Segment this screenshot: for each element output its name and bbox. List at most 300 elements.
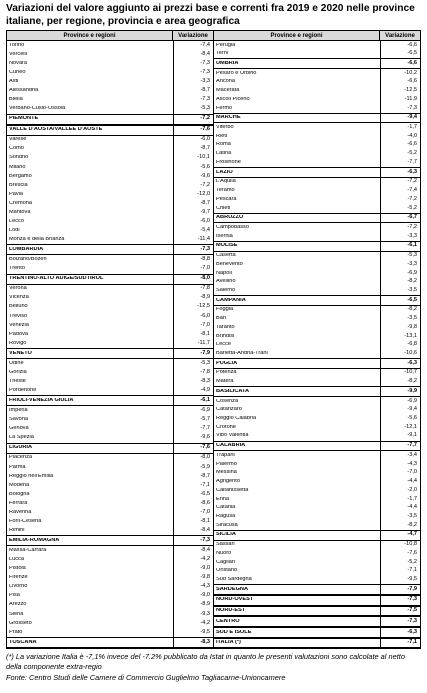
row-value: -5,9 xyxy=(173,463,213,472)
table-row-total xyxy=(7,244,213,255)
row-value: -4,2 xyxy=(173,555,213,564)
row-value: -6,5 xyxy=(380,296,420,305)
row-value: -5,2 xyxy=(380,558,420,567)
row-name: Crotone xyxy=(216,424,236,430)
table-row xyxy=(7,565,213,574)
row-name: PUGLIA xyxy=(216,360,238,366)
row-name: TOSCANA xyxy=(9,639,37,645)
row-value: -3,5 xyxy=(380,315,420,324)
row-value: -6,6 xyxy=(380,59,420,68)
row-value: -9,5 xyxy=(380,575,420,584)
table-row xyxy=(214,323,420,332)
row-value: -11,7 xyxy=(173,339,213,348)
row-name: Lucca xyxy=(9,557,24,563)
table-row xyxy=(7,583,213,592)
row-name: Avellino xyxy=(216,279,236,285)
row-name: FRIULI-VENEZIA GIULIA xyxy=(9,398,74,404)
row-value: -8,8 xyxy=(173,255,213,264)
table-row xyxy=(7,312,213,321)
row-name: Teramo xyxy=(216,188,235,194)
row-value: -6,9 xyxy=(380,269,420,278)
table-row xyxy=(214,512,420,521)
row-name: Firenze xyxy=(9,575,28,581)
table-row-total xyxy=(7,535,213,546)
table-row-total xyxy=(214,584,420,595)
row-name: Messina xyxy=(216,470,237,476)
row-value: -1,7 xyxy=(380,495,420,504)
row-value: -6,5 xyxy=(380,50,420,59)
table-row xyxy=(214,260,420,269)
table-row xyxy=(214,575,420,584)
table-row xyxy=(214,567,420,576)
table-row xyxy=(214,349,420,358)
row-value: -7,3 xyxy=(380,596,420,605)
row-name: Chieti xyxy=(216,205,231,211)
table-row xyxy=(7,359,213,368)
row-name: Verona xyxy=(9,286,27,292)
row-name: LOMBARDIA xyxy=(9,247,44,253)
row-name: Venezia xyxy=(9,322,29,328)
row-name: Bergamo xyxy=(9,173,32,179)
row-value: -9,4 xyxy=(380,114,420,123)
table-row xyxy=(7,499,213,508)
table-row-total xyxy=(214,241,420,252)
row-value: -8,4 xyxy=(173,50,213,59)
row-value: -7,3 xyxy=(173,536,213,545)
table-row xyxy=(214,406,420,415)
row-value: -5,2 xyxy=(380,150,420,159)
row-name: Grosseto xyxy=(9,620,32,626)
table-row xyxy=(214,332,420,341)
row-value: -10,1 xyxy=(173,154,213,163)
table-row xyxy=(7,574,213,583)
row-value: -5,6 xyxy=(380,414,420,423)
row-name: Terni xyxy=(216,51,229,57)
row-name: Livorno xyxy=(9,584,28,590)
table-row xyxy=(214,549,420,558)
row-value: -7,2 xyxy=(380,223,420,232)
table-row xyxy=(7,517,213,526)
header-name: Province e regioni xyxy=(270,32,323,39)
row-name: Brescia xyxy=(9,182,28,188)
row-name: Savona xyxy=(9,417,28,423)
table-row-total xyxy=(214,113,420,124)
row-name: Bologna xyxy=(9,491,30,497)
row-value: -6,9 xyxy=(380,397,420,406)
row-value: -7,0 xyxy=(380,469,420,478)
row-value: -8,7 xyxy=(173,86,213,95)
table-rows-left xyxy=(7,41,213,648)
row-name: Roma xyxy=(216,142,231,148)
table-row xyxy=(214,150,420,159)
table-row xyxy=(7,463,213,472)
row-name: Ragusa xyxy=(216,513,236,519)
row-name: Oristano xyxy=(216,568,238,574)
table-row xyxy=(214,104,420,113)
row-value: -9,5 xyxy=(173,628,213,637)
row-name: Macerata xyxy=(216,88,240,94)
row-value: -6,9 xyxy=(173,406,213,415)
row-name: Belluno xyxy=(9,304,28,310)
row-name: Trento xyxy=(9,266,25,272)
row-name: La Spezia xyxy=(9,435,34,441)
row-value: -7,1 xyxy=(380,567,420,576)
row-name: Parma xyxy=(9,464,26,470)
table-row xyxy=(7,425,213,434)
row-value: -7,4 xyxy=(380,187,420,196)
table-row xyxy=(7,190,213,199)
row-name: Pisa xyxy=(9,593,20,599)
row-name: Reggio nell'Emilia xyxy=(9,473,54,479)
row-name: Cremona xyxy=(9,200,33,206)
table-row-total xyxy=(214,295,420,306)
row-value: -7,7 xyxy=(380,442,420,451)
row-value: -7,3 xyxy=(380,104,420,113)
table-row xyxy=(7,416,213,425)
table-row xyxy=(7,50,213,59)
table-row-total xyxy=(7,348,213,359)
table-row xyxy=(214,378,420,387)
table-row-total xyxy=(214,58,420,69)
row-value: -2,0 xyxy=(380,486,420,495)
row-value: -8,2 xyxy=(380,306,420,315)
table-row xyxy=(7,172,213,181)
row-name: Pordenone xyxy=(9,388,37,394)
table-row xyxy=(7,601,213,610)
row-name: LAZIO xyxy=(216,169,233,175)
row-name: Massa-Carrara xyxy=(9,548,47,554)
row-value: -10,2 xyxy=(380,69,420,78)
row-value: -6,7 xyxy=(380,214,420,223)
row-name: Palermo xyxy=(216,461,237,467)
table-row xyxy=(7,41,213,50)
row-value: -4,7 xyxy=(380,531,420,540)
row-name: SUD E ISOLE xyxy=(216,629,252,635)
row-value: -3,3 xyxy=(380,232,420,241)
row-value: -7,6 xyxy=(173,126,213,135)
row-value: -7,1 xyxy=(173,481,213,490)
row-name: Foggia xyxy=(216,307,234,313)
row-value: -5,3 xyxy=(173,104,213,113)
table-row xyxy=(7,77,213,86)
table-row-total xyxy=(214,606,420,617)
row-name: Cagliari xyxy=(216,559,235,565)
row-name: CALABRIA xyxy=(216,443,246,449)
row-name: Lodi xyxy=(9,227,20,233)
table-row xyxy=(214,178,420,187)
row-value: -6,0 xyxy=(173,136,213,145)
row-name: Sassari xyxy=(216,542,235,548)
table-row xyxy=(214,460,420,469)
table-row xyxy=(214,69,420,78)
row-name: ABRUZZO xyxy=(216,215,244,221)
row-value: -6,5 xyxy=(173,490,213,499)
row-name: Monza e della Brianza xyxy=(9,237,65,243)
source-note: Fonte: Centro Studi delle Camere di Commercio Guglielmo Tagliacarne-Unioncamere xyxy=(6,673,286,682)
table-row xyxy=(7,235,213,244)
row-value: -7,0 xyxy=(173,265,213,274)
row-name: Piacenza xyxy=(9,455,33,461)
row-name: Salerno xyxy=(216,287,236,293)
row-value: -8,1 xyxy=(173,517,213,526)
table-row xyxy=(214,558,420,567)
row-name: Fermo xyxy=(216,105,233,111)
row-value: -6,1 xyxy=(380,242,420,251)
row-value: -7,1 xyxy=(380,639,420,648)
row-name: Viterbo xyxy=(216,125,234,131)
row-value: -7,3 xyxy=(173,59,213,68)
row-value: -8,7 xyxy=(173,199,213,208)
row-name: Prato xyxy=(9,629,23,635)
row-name: Verbano-Cusio-Ossola xyxy=(9,106,66,112)
row-name: Gorizia xyxy=(9,369,27,375)
row-name: Barletta-Andria-Trani xyxy=(216,351,268,356)
row-name: Benevento xyxy=(216,261,243,267)
table-row xyxy=(214,204,420,213)
data-table xyxy=(6,30,421,649)
row-value: -8,0 xyxy=(173,454,213,463)
table-row xyxy=(7,610,213,619)
row-name: Agrigento xyxy=(216,479,240,485)
table-row xyxy=(214,195,420,204)
row-value: -9,9 xyxy=(380,387,420,396)
row-value: -6,6 xyxy=(380,78,420,87)
table-row xyxy=(7,59,213,68)
row-value: -1,7 xyxy=(380,123,420,132)
table-header xyxy=(7,31,213,41)
row-name: Caserta xyxy=(216,253,236,259)
row-name: Ascoli Piceno xyxy=(216,96,250,102)
row-value: -4,3 xyxy=(380,460,420,469)
row-value: -7,2 xyxy=(173,115,213,124)
row-value: -4,9 xyxy=(173,386,213,395)
row-value: -8,3 xyxy=(173,638,213,647)
row-name: Cuneo xyxy=(9,69,26,75)
row-name: Potenza xyxy=(216,370,237,376)
row-name: Sondrio xyxy=(9,155,29,161)
row-name: Siracusa xyxy=(216,522,238,528)
row-name: Taranto xyxy=(216,324,235,330)
row-name: Mantova xyxy=(9,209,31,215)
table-row-total xyxy=(214,441,420,452)
row-value: -7,9 xyxy=(173,349,213,358)
table-row xyxy=(7,472,213,481)
table-row xyxy=(7,86,213,95)
row-name: Cosenza xyxy=(216,398,239,404)
table-row xyxy=(214,397,420,406)
table-row xyxy=(7,294,213,303)
table-row xyxy=(7,208,213,217)
row-name: Biella xyxy=(9,97,23,103)
table-row xyxy=(214,306,420,315)
row-value: -6,1 xyxy=(173,396,213,405)
row-value: -6,6 xyxy=(380,41,420,50)
row-value: -9,4 xyxy=(380,406,420,415)
row-name: Vicenza xyxy=(9,295,29,301)
row-name: L'Aquila xyxy=(216,179,236,185)
row-name: Bolzano/Bozen xyxy=(9,257,47,263)
table-row-total xyxy=(214,358,420,369)
table-column-right xyxy=(213,31,420,648)
row-value: -3,5 xyxy=(380,512,420,521)
row-name: Rieti xyxy=(216,133,228,139)
table-row xyxy=(214,87,420,96)
table-row xyxy=(214,369,420,378)
row-value: -9,0 xyxy=(173,565,213,574)
table-row xyxy=(7,619,213,628)
table-row xyxy=(7,592,213,601)
row-name: SICILIA xyxy=(216,532,236,538)
row-value: -7,2 xyxy=(173,181,213,190)
row-name: Modena xyxy=(9,482,30,488)
row-value: -7,7 xyxy=(173,425,213,434)
row-value: -5,2 xyxy=(380,204,420,213)
row-value: -5,3 xyxy=(380,252,420,261)
table-row xyxy=(214,451,420,460)
table-row-total xyxy=(7,274,213,285)
row-value: -8,2 xyxy=(380,378,420,387)
row-name: Genova xyxy=(9,426,29,432)
row-value: -6,6 xyxy=(380,141,420,150)
row-name: LIGURIA xyxy=(9,445,32,451)
row-name: Lecco xyxy=(9,218,24,224)
row-value: -8,9 xyxy=(173,601,213,610)
row-name: Perugia xyxy=(216,42,236,48)
row-value: -5,4 xyxy=(173,226,213,235)
table-row xyxy=(7,546,213,555)
row-value: -7,9 xyxy=(380,585,420,594)
row-value: -7,3 xyxy=(173,95,213,104)
table-row-total xyxy=(7,114,213,125)
row-value: -4,0 xyxy=(380,132,420,141)
table-row xyxy=(214,495,420,504)
row-name: Lecce xyxy=(216,342,231,348)
table-row xyxy=(7,95,213,104)
table-row-total xyxy=(214,213,420,224)
row-value: -4,2 xyxy=(173,619,213,628)
row-name: Forlì-Cesena xyxy=(9,518,42,524)
row-name: Enna xyxy=(216,496,230,502)
table-row xyxy=(214,158,420,167)
row-value: -7,7 xyxy=(380,158,420,167)
row-name: Trapani xyxy=(216,452,235,458)
row-name: Trieste xyxy=(9,378,26,384)
table-row xyxy=(7,68,213,77)
table-row xyxy=(7,377,213,386)
row-name: Udine xyxy=(9,360,24,366)
table-row-total xyxy=(214,386,420,397)
row-name: Ancona xyxy=(216,79,235,85)
row-name: Campobasso xyxy=(216,224,249,230)
row-name: Milano xyxy=(9,164,26,170)
row-value: -3,3 xyxy=(380,260,420,269)
row-name: Padova xyxy=(9,331,28,337)
table-row xyxy=(214,341,420,350)
row-value: -6,0 xyxy=(173,217,213,226)
row-value: -4,3 xyxy=(173,583,213,592)
table-row xyxy=(7,303,213,312)
table-row xyxy=(7,255,213,264)
table-row xyxy=(214,486,420,495)
table-row xyxy=(214,478,420,487)
table-row-total xyxy=(7,443,213,454)
row-value: -8,4 xyxy=(173,526,213,535)
row-value: -7,3 xyxy=(173,68,213,77)
row-value: -9,6 xyxy=(173,434,213,443)
table-row xyxy=(7,628,213,637)
row-name: Matera xyxy=(216,379,234,385)
table-row xyxy=(214,123,420,132)
table-row xyxy=(7,226,213,235)
row-value: -3,4 xyxy=(380,451,420,460)
row-value: -5,3 xyxy=(173,359,213,368)
row-value: -3,5 xyxy=(380,286,420,295)
table-row xyxy=(7,330,213,339)
row-value: -10,6 xyxy=(380,349,420,358)
row-name: Frosinone xyxy=(216,159,241,165)
row-value: -9,1 xyxy=(380,432,420,441)
row-name: Rimini xyxy=(9,527,25,533)
table-row xyxy=(214,504,420,513)
table-row xyxy=(7,217,213,226)
row-name: Isernia xyxy=(216,233,233,239)
row-value: -9,3 xyxy=(173,610,213,619)
row-name: Reggio Calabria xyxy=(216,416,257,422)
row-name: MARCHE xyxy=(216,115,241,121)
row-value: -8,2 xyxy=(380,521,420,530)
row-value: -9,8 xyxy=(380,323,420,332)
row-value: -12,0 xyxy=(173,190,213,199)
row-name: TRENTINO-ALTO ADIGE/SÜDTIROL xyxy=(9,276,104,282)
table-row-total xyxy=(7,395,213,406)
row-value: -12,5 xyxy=(173,303,213,312)
row-name: VENETO xyxy=(9,350,32,356)
row-name: UMBRIA xyxy=(216,61,239,66)
row-name: Siena xyxy=(9,611,24,617)
row-name: Sud Sardegna xyxy=(216,576,252,582)
table-row xyxy=(214,541,420,550)
row-name: BASILICATA xyxy=(216,388,250,394)
table-row xyxy=(214,469,420,478)
table-row-total xyxy=(7,637,213,648)
row-value: -7,8 xyxy=(173,285,213,294)
row-value: -8,3 xyxy=(173,377,213,386)
row-name: Vercelli xyxy=(9,51,28,57)
table-row xyxy=(7,490,213,499)
table-row xyxy=(214,78,420,87)
table-row xyxy=(214,432,420,441)
table-row xyxy=(7,154,213,163)
row-value: -9,6 xyxy=(173,172,213,181)
row-name: ITALIA (*) xyxy=(216,640,241,646)
row-value: -9,0 xyxy=(173,592,213,601)
table-column-left xyxy=(7,31,213,648)
table-row xyxy=(7,508,213,517)
row-name: CENTRO xyxy=(216,618,240,624)
table-row xyxy=(7,434,213,443)
row-name: Como xyxy=(9,146,24,152)
page-title: Variazioni del valore aggiunto ai prezzi base e correnti fra 2019 e 2020 nelle province italiane, per regione, provincia e area geografica xyxy=(6,3,415,27)
row-value: -6,8 xyxy=(380,341,420,350)
row-value: -12,1 xyxy=(380,423,420,432)
row-name: Varese xyxy=(9,137,27,143)
table-row xyxy=(7,136,213,145)
table-row xyxy=(214,315,420,324)
row-value: -7,6 xyxy=(173,444,213,453)
row-name: CAMPANIA xyxy=(216,297,246,303)
row-name: Alessandria xyxy=(9,88,39,94)
row-value: -5,7 xyxy=(173,416,213,425)
